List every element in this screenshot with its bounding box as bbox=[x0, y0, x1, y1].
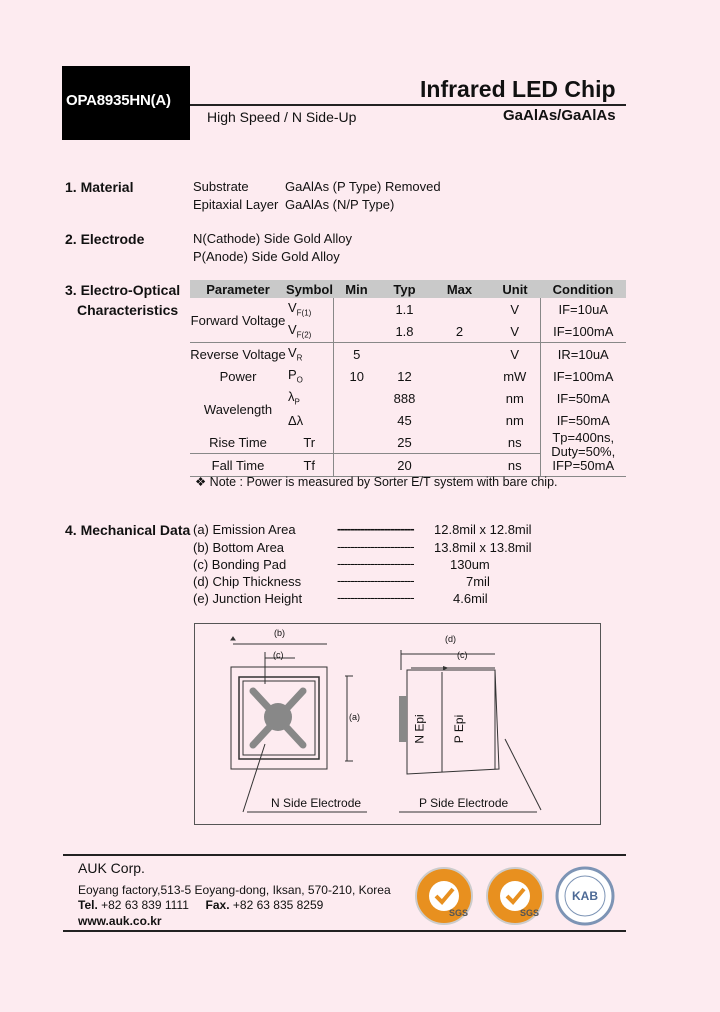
company-name: AUK Corp. bbox=[78, 860, 145, 876]
vf2-max: 2 bbox=[429, 320, 490, 343]
mechanical-heading: 4. Mechanical Data bbox=[65, 522, 191, 538]
eo-heading: 3. Electro-Optical bbox=[65, 282, 181, 298]
p-epi-label: P Epi bbox=[452, 714, 467, 744]
cert-1-text: SGS bbox=[449, 908, 469, 918]
table-row bbox=[190, 298, 626, 320]
eo-table bbox=[190, 280, 626, 477]
page-subtitle: High Speed / N Side-Up bbox=[207, 109, 357, 125]
forward-voltage-param: Forward Voltage bbox=[190, 298, 286, 343]
rt-param: Rise Time bbox=[190, 431, 286, 454]
eo-note: ❖ Note : Power is measured by Sorter E/T system with bare chip. bbox=[195, 475, 558, 489]
chip-thickness-label: (d) Chip Thickness bbox=[193, 574, 302, 589]
vf1-unit: V bbox=[510, 301, 520, 317]
po-typ: 12 bbox=[397, 368, 412, 384]
contact-line: Tel. +82 63 839 1111 Fax. +82 63 835 8259 bbox=[78, 898, 324, 912]
iso-cert-badge-1 bbox=[413, 865, 475, 932]
bonding-pad-value: 130um bbox=[450, 557, 490, 572]
title-divider bbox=[190, 104, 626, 106]
electrode-line-n: N(Cathode) Side Gold Alloy bbox=[193, 231, 352, 246]
junction-height-value: 4.6mil bbox=[453, 591, 488, 606]
iso-cert-badge-2 bbox=[484, 865, 546, 932]
epitaxial-value: GaAlAs (N/P Type) bbox=[285, 197, 395, 212]
electrode-line-p: P(Anode) Side Gold Alloy bbox=[193, 249, 340, 264]
ft-symbol: Tf bbox=[286, 454, 333, 477]
dl-cond: IF=50mA bbox=[540, 409, 626, 431]
kab-text: KAB bbox=[572, 889, 598, 903]
material-type: GaAlAs/GaAlAs bbox=[503, 107, 616, 124]
delta-lambda-symbol: Δλ bbox=[288, 412, 304, 428]
chip-thickness-value: 7mil bbox=[466, 574, 490, 589]
label-c-right: (c) bbox=[457, 650, 468, 660]
dim-b-arrow-left bbox=[231, 637, 235, 640]
label-b: (b) bbox=[274, 628, 285, 638]
dl-typ: 45 bbox=[397, 412, 412, 428]
lambda-p-symbol: $\lambda_P$ bbox=[288, 389, 300, 407]
ft-unit: ns bbox=[490, 454, 540, 477]
col-unit: Unit bbox=[490, 280, 540, 298]
eo-header-row bbox=[190, 280, 626, 298]
po-param: Power bbox=[219, 368, 257, 384]
substrate-value: GaAlAs (P Type) Removed bbox=[285, 179, 441, 194]
p-leader-line bbox=[505, 739, 541, 810]
col-condition: Condition bbox=[540, 280, 626, 298]
po-min: 10 bbox=[333, 365, 380, 387]
substrate-label: Substrate bbox=[193, 179, 249, 194]
bonding-pad-label: (c) Bonding Pad bbox=[193, 557, 287, 572]
rt-unit: ns bbox=[490, 431, 540, 454]
bottom-area-value: 13.8mil x 13.8mil bbox=[434, 540, 532, 555]
label-a: (a) bbox=[349, 712, 360, 722]
col-parameter: Parameter bbox=[190, 280, 286, 298]
dl-unit: nm bbox=[505, 412, 524, 428]
chip-thickness-dashes: ----------------------- bbox=[337, 573, 414, 588]
part-number: OPA8935HN(A) bbox=[66, 92, 171, 109]
lp-unit: nm bbox=[505, 390, 524, 406]
footer-top-divider bbox=[63, 854, 626, 856]
lp-typ: 888 bbox=[393, 390, 416, 406]
eo-heading-2: Characteristics bbox=[77, 302, 179, 318]
col-typ: Typ bbox=[380, 280, 429, 298]
vf2-typ: 1.8 bbox=[380, 320, 429, 343]
chip-diagram bbox=[194, 623, 601, 825]
lp-cond: IF=50mA bbox=[540, 387, 626, 409]
emission-area-dashes: ----------------------- bbox=[337, 521, 414, 536]
label-d: (d) bbox=[445, 634, 456, 644]
table-row bbox=[190, 387, 626, 409]
col-min: Min bbox=[333, 280, 380, 298]
junction-height-label: (e) Junction Height bbox=[193, 591, 303, 606]
epitaxial-label: Epitaxial Layer bbox=[193, 197, 279, 212]
vr-symbol: $V_R$ bbox=[288, 345, 303, 363]
p-side-label: P Side Electrode bbox=[419, 796, 509, 810]
vr-min: 5 bbox=[333, 343, 380, 366]
vf2-unit: V bbox=[490, 320, 540, 343]
electrode-heading: 2. Electrode bbox=[65, 231, 145, 247]
vr-unit: V bbox=[510, 346, 520, 362]
vf1-typ: 1.1 bbox=[395, 301, 414, 317]
time-cond: Tp=400ns, Duty=50%, IFP=50mA bbox=[540, 431, 626, 477]
emission-area-label: (a) Emission Area bbox=[193, 522, 296, 537]
rt-symbol: Tr bbox=[286, 431, 333, 454]
table-row bbox=[190, 431, 626, 454]
kab-cert-badge bbox=[554, 865, 616, 932]
n-leader-line bbox=[243, 744, 265, 812]
website-link[interactable]: www.auk.co.kr bbox=[78, 914, 162, 928]
chip-diagram-svg bbox=[195, 624, 600, 824]
table-row bbox=[190, 343, 626, 366]
po-cond: IF=100mA bbox=[540, 365, 626, 387]
ft-param: Fall Time bbox=[190, 454, 286, 477]
dim-c2-arrow bbox=[443, 666, 449, 670]
rt-typ: 25 bbox=[380, 431, 429, 454]
col-symbol: Symbol bbox=[286, 281, 333, 297]
bottom-area-dashes: ----------------------- bbox=[337, 539, 414, 554]
vf1-cond: IF=10uA bbox=[540, 298, 626, 320]
vr-cond: IR=10uA bbox=[540, 343, 626, 366]
address: Eoyang factory,513-5 Eoyang-dong, Iksan, 570-210, Korea bbox=[78, 883, 391, 897]
junction-height-dashes: ----------------------- bbox=[337, 590, 414, 605]
cert-2-text: SGS bbox=[520, 908, 540, 918]
po-symbol: $P_O$ bbox=[288, 367, 303, 385]
table-row bbox=[190, 365, 626, 387]
n-epi-label: N Epi bbox=[412, 714, 427, 744]
vf2-cond: IF=100mA bbox=[540, 320, 626, 343]
bottom-area-label: (b) Bottom Area bbox=[193, 540, 285, 555]
material-heading: 1. Material bbox=[65, 179, 134, 195]
bonding-pad bbox=[264, 703, 292, 731]
label-c-left: (c) bbox=[273, 650, 284, 660]
vr-param: Reverse Voltage bbox=[190, 346, 286, 362]
ft-typ: 20 bbox=[380, 454, 429, 477]
bonding-pad-dashes: ----------------------- bbox=[337, 556, 414, 571]
vf1-symbol: $V_{F(1)}$ bbox=[288, 300, 312, 318]
po-unit: mW bbox=[503, 368, 527, 384]
page-title: Infrared LED Chip bbox=[420, 76, 616, 102]
n-side-electrode bbox=[399, 696, 407, 742]
wavelength-param: Wavelength bbox=[203, 401, 273, 417]
vf2-symbol: $V_{F(2)}$ bbox=[286, 320, 333, 343]
n-side-label: N Side Electrode bbox=[271, 796, 362, 810]
emission-area-value: 12.8mil x 12.8mil bbox=[434, 522, 532, 537]
col-max: Max bbox=[429, 280, 490, 298]
